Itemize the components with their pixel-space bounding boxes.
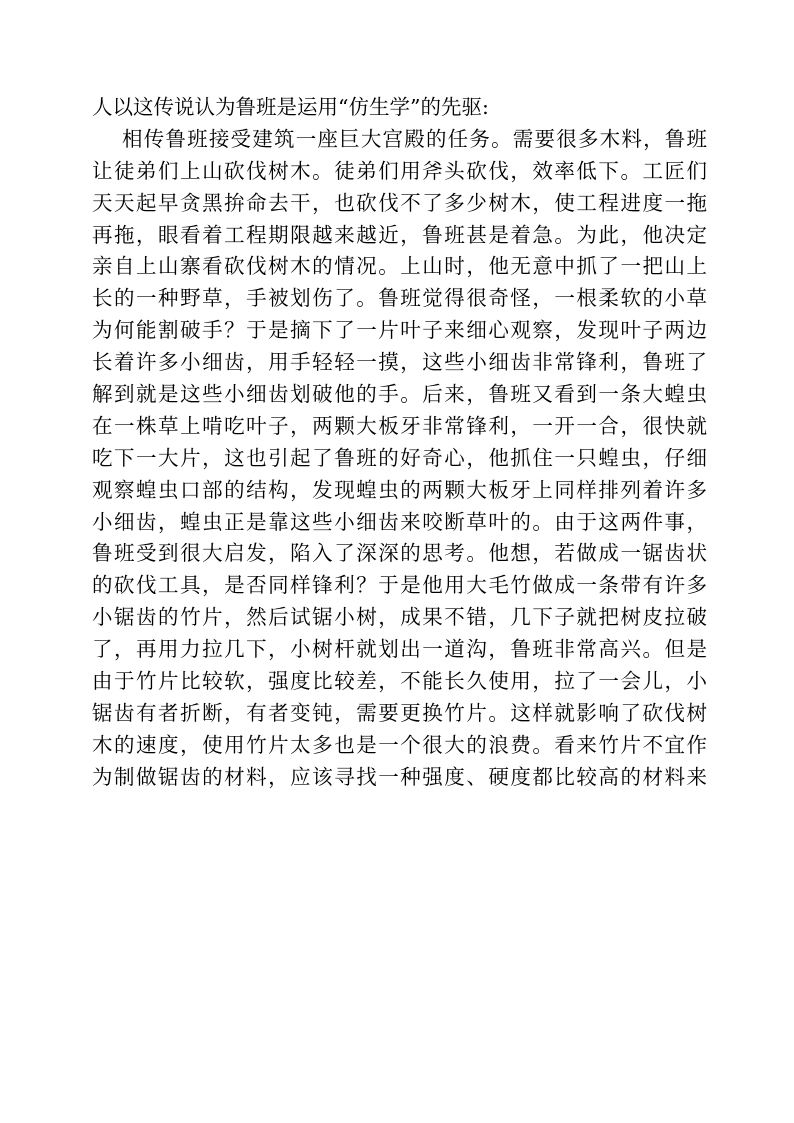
text-line: 让徒弟们上山砍伐树木。徒弟们用斧头砍伐，效率低下。工匠们 xyxy=(92,158,707,183)
text-line: 锯齿有者折断，有者变钝，需要更换竹片。这样就影响了砍伐树 xyxy=(92,700,707,725)
text-line: 人以这传说认为鲁班是运用“仿生学”的先驱: xyxy=(92,95,489,119)
text-line: 再拖，眼看着工程期限越来越近，鲁班甚是着急。为此，他决定 xyxy=(92,222,707,247)
text-line: 鲁班受到很大启发，陷入了深深的思考。他想，若做成一锯齿状 xyxy=(92,541,707,566)
body-text xyxy=(92,92,707,794)
text-line: 相传鲁班接受建筑一座巨大宫殿的任务。需要很多木料，鲁班 xyxy=(122,126,707,151)
text-line: 解到就是这些小细齿划破他的手。后来，鲁班又看到一条大蝗虫 xyxy=(92,382,707,407)
text-line: 小锯齿的竹片，然后试锯小树，成果不错，几下子就把树皮拉破 xyxy=(92,605,707,630)
text-line: 了，再用力拉几下，小树杆就划出一道沟，鲁班非常高兴。但是 xyxy=(92,637,707,662)
text-line: 观察蝗虫口部的结构，发现蝗虫的两颗大板牙上同样排列着许多 xyxy=(92,477,707,502)
text-line: 小细齿，蝗虫正是靠这些小细齿来咬断草叶的。由于这两件事， xyxy=(92,509,707,534)
text-line: 在一株草上啃吃叶子，两颗大板牙非常锋利，一开一合，很快就 xyxy=(92,413,707,438)
text-line: 亲自上山寨看砍伐树木的情况。上山时，他无意中抓了一把山上 xyxy=(92,254,707,279)
text-line: 吃下一大片，这也引起了鲁班的好奇心，他抓住一只蝗虫，仔细 xyxy=(92,445,707,470)
text-line: 长的一种野草，手被划伤了。鲁班觉得很奇怪，一根柔软的小草 xyxy=(92,286,707,311)
text-line: 的砍伐工具，是否同样锋利？于是他用大毛竹做成一条带有许多 xyxy=(92,573,707,598)
text-line: 木的速度，使用竹片太多也是一个很大的浪费。看来竹片不宜作 xyxy=(92,732,707,757)
text-line: 天天起早贪黑拚命去干，也砍伐不了多少树木，使工程进度一拖 xyxy=(92,190,707,215)
text-line: 为制做锯齿的材料，应该寻找一种强度、硬度都比较高的材料来 xyxy=(92,764,707,789)
text-line: 长着许多小细齿，用手轻轻一摸，这些小细齿非常锋利，鲁班了 xyxy=(92,350,707,375)
text-line: 为何能割破手？于是摘下了一片叶子来细心观察，发现叶子两边 xyxy=(92,318,707,343)
text-line: 由于竹片比较软，强度比较差，不能长久使用，拉了一会儿，小 xyxy=(92,669,707,694)
